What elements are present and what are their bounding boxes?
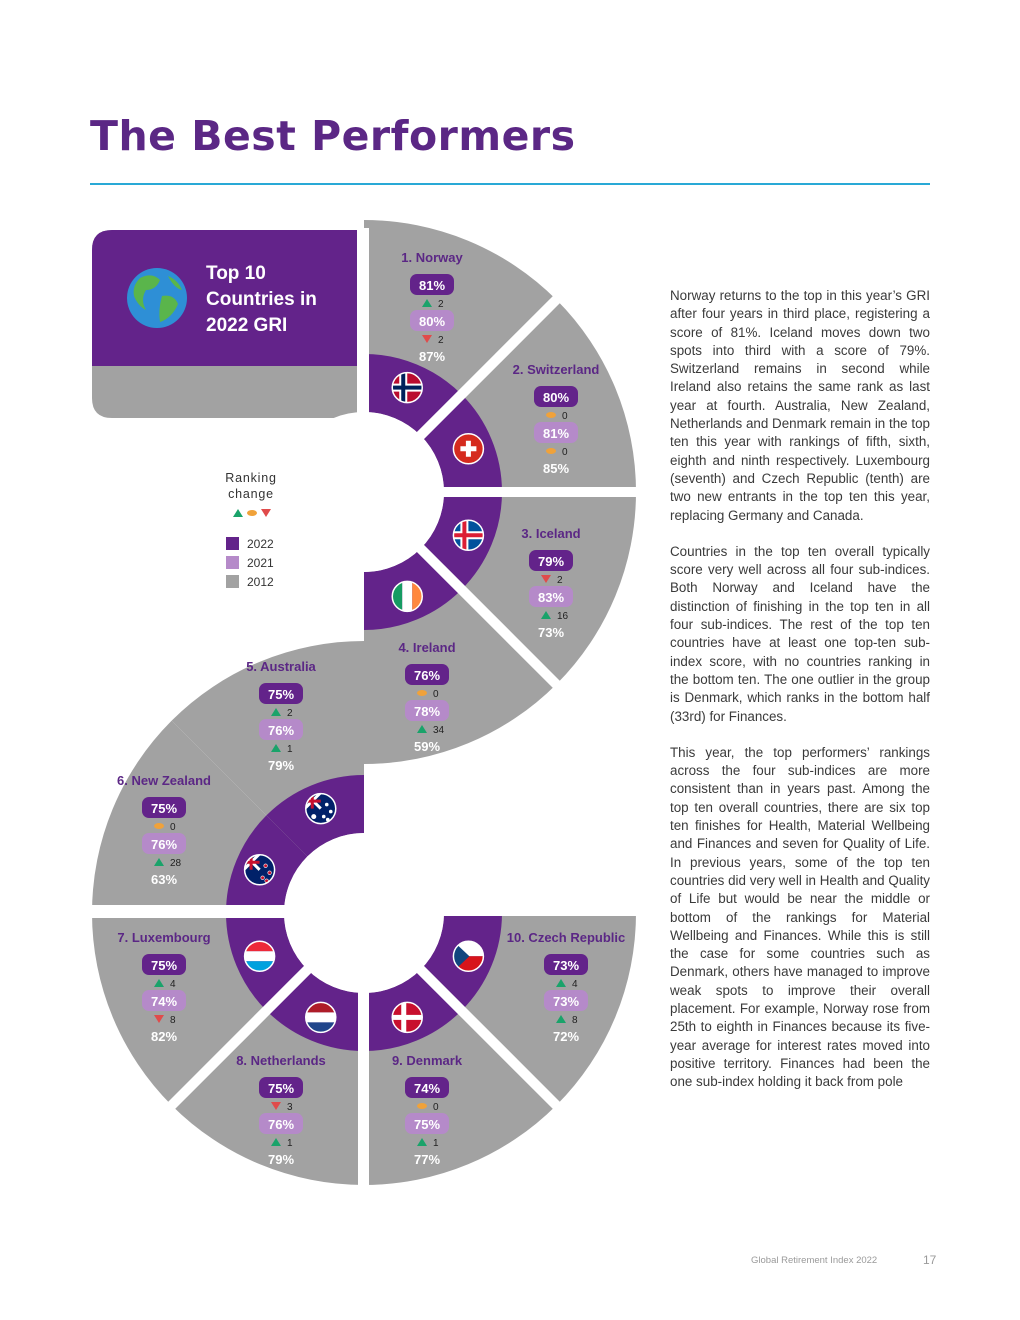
rank-change-2022: 2 bbox=[287, 708, 293, 719]
rank-change-2022: 4 bbox=[572, 979, 578, 990]
legend-label-2012: 2012 bbox=[247, 575, 274, 589]
score-2021: 80% bbox=[418, 314, 446, 329]
score-2012: 59% bbox=[413, 739, 441, 754]
rank-same-icon bbox=[154, 823, 164, 829]
country-name: 8. Netherlands bbox=[236, 1053, 326, 1068]
rank-same-icon bbox=[417, 690, 427, 696]
score-2021: 78% bbox=[413, 704, 441, 719]
body-paragraph-2: Countries in the top ten overall typically score very well across all four sub-indices. Both Norway and Iceland have the distinction of finishing in the top ten in all four sub-indices. The rest of the top ten countries have at least one top-ten sub-index score, with no countries ranking in the bottom ten. The one outlier in the group is Denmark, which ranks in the bottom half (33rd) for Finances. bbox=[670, 543, 930, 724]
rank-same-icon bbox=[546, 412, 556, 418]
country-name: 2. Switzerland bbox=[512, 362, 600, 377]
score-2022: 75% bbox=[267, 687, 295, 702]
rank-same-icon bbox=[417, 1103, 427, 1109]
score-2022: 81% bbox=[418, 278, 446, 293]
legend-swatch-2012 bbox=[226, 575, 239, 588]
score-2012: 72% bbox=[552, 1029, 580, 1044]
country-name: 3. Iceland bbox=[521, 526, 581, 541]
rank-change-2022: 3 bbox=[287, 1102, 293, 1113]
score-2012: 73% bbox=[537, 625, 565, 640]
rank-change-2022: 2 bbox=[438, 299, 444, 310]
rank-same-icon bbox=[546, 448, 556, 454]
score-2022: 74% bbox=[413, 1081, 441, 1096]
score-2022: 76% bbox=[413, 668, 441, 683]
box-title-line-2: Countries in bbox=[206, 289, 317, 310]
score-2022: 79% bbox=[537, 554, 565, 569]
legend-swatch-2022 bbox=[226, 537, 239, 550]
legend-label-2022: 2022 bbox=[247, 537, 274, 551]
rank-change-2022: 0 bbox=[562, 411, 568, 422]
score-2021: 81% bbox=[542, 426, 570, 441]
rank-change-2021: 2 bbox=[438, 335, 444, 346]
box-title-line-1: Top 10 bbox=[206, 263, 266, 284]
rank-change-2021: 8 bbox=[572, 1015, 578, 1026]
score-2022: 73% bbox=[552, 958, 580, 973]
legend-swatch-2021 bbox=[226, 556, 239, 569]
body-text bbox=[670, 287, 930, 1091]
legend-up-triangle-icon bbox=[233, 509, 243, 517]
country-name: 6. New Zealand bbox=[117, 773, 211, 788]
country-name: 9. Denmark bbox=[391, 1053, 463, 1068]
page-number: 17 bbox=[923, 1253, 937, 1267]
country-name: 4. Ireland bbox=[398, 640, 456, 655]
score-2021: 75% bbox=[413, 1117, 441, 1132]
score-2012: 79% bbox=[267, 1152, 295, 1167]
body-paragraph-1: Norway returns to the top in this year’s GRI after four years in third place, registering a score of 81%. Iceland moves down two spots into third with a score of 79%. Switzerland remains in second while Ireland also retains the same rank as last year at fourth. Australia, New Zealand, Netherlands and Denmark remain in the top ten this year with rankings of fifth, sixth, eighth and ninth respectively. Luxembourg (seventh) and Czech Republic (tenth) are two new entrants in the top ten this year, replacing Germany and Canada. bbox=[670, 288, 930, 523]
country-name: 5. Australia bbox=[246, 659, 316, 674]
score-2021: 73% bbox=[552, 994, 580, 1009]
bottom-hole bbox=[284, 833, 444, 993]
rank-change-2021: 1 bbox=[287, 1138, 293, 1149]
rank-change-2022: 0 bbox=[170, 822, 176, 833]
score-2021: 83% bbox=[537, 590, 565, 605]
rank-change-2022: 4 bbox=[170, 979, 176, 990]
rank-change-2021: 1 bbox=[287, 744, 293, 755]
rank-change-2021: 16 bbox=[557, 611, 569, 622]
page-title: The Best Performers bbox=[90, 112, 576, 160]
legend-change-title-1: Ranking bbox=[225, 471, 277, 485]
score-2022: 75% bbox=[150, 801, 178, 816]
legend bbox=[225, 471, 276, 589]
top-hole bbox=[284, 412, 444, 572]
rank-change-2022: 2 bbox=[557, 575, 563, 586]
legend-label-2021: 2021 bbox=[247, 556, 274, 570]
score-2012: 82% bbox=[150, 1029, 178, 1044]
legend-change-title-2: change bbox=[228, 487, 274, 501]
globe-icon bbox=[127, 268, 187, 328]
score-2021: 76% bbox=[267, 1117, 295, 1132]
rank-change-2021: 34 bbox=[433, 725, 445, 736]
rank-change-2021: 8 bbox=[170, 1015, 176, 1026]
country-name: 1. Norway bbox=[401, 250, 463, 265]
title-box bbox=[92, 230, 357, 418]
rank-change-2022: 0 bbox=[433, 689, 439, 700]
country-name: 10. Czech Republic bbox=[506, 930, 626, 945]
score-2021: 74% bbox=[150, 994, 178, 1009]
score-2022: 80% bbox=[542, 390, 570, 405]
box-title-line-3: 2022 GRI bbox=[206, 315, 288, 336]
score-2012: 87% bbox=[418, 349, 446, 364]
legend-down-triangle-icon bbox=[261, 509, 271, 517]
country-name: 7. Luxembourg bbox=[117, 930, 211, 945]
rank-change-2022: 0 bbox=[433, 1102, 439, 1113]
score-2012: 85% bbox=[542, 461, 570, 476]
score-2022: 75% bbox=[150, 958, 178, 973]
body-paragraph-3: This year, the top performers’ rankings across the four sub-indices are more consistent than in years past. Among the top ten overall countries, there are six top ten finishes for Health, Material Wellbeing and Finances and seven for Quality of Life. In previous years, some of the top ten countries did very well in Health and Quality of Life but would be near the middle or bottom of the rankings for Material Wellbeing and Finances. While this is still the case for some countries such as Denmark, others have managed to improve weak spots to improve their overall placement. For example, Norway rose from 25th to eighth in Finances because its five-year average for interest rates moved into positive territory. Finances had been the one sub-index holding it back from pole bbox=[670, 744, 930, 1090]
score-2012: 63% bbox=[150, 872, 178, 887]
rank-change-2021: 1 bbox=[433, 1138, 439, 1149]
rank-change-2021: 0 bbox=[562, 447, 568, 458]
legend-same-icon bbox=[247, 510, 257, 516]
score-2022: 75% bbox=[267, 1081, 295, 1096]
score-2021: 76% bbox=[267, 723, 295, 738]
footer-label: Global Retirement Index 2022 bbox=[751, 1255, 878, 1266]
score-2021: 76% bbox=[150, 837, 178, 852]
rank-change-2021: 28 bbox=[170, 858, 182, 869]
score-2012: 77% bbox=[413, 1152, 441, 1167]
score-2012: 79% bbox=[267, 758, 295, 773]
